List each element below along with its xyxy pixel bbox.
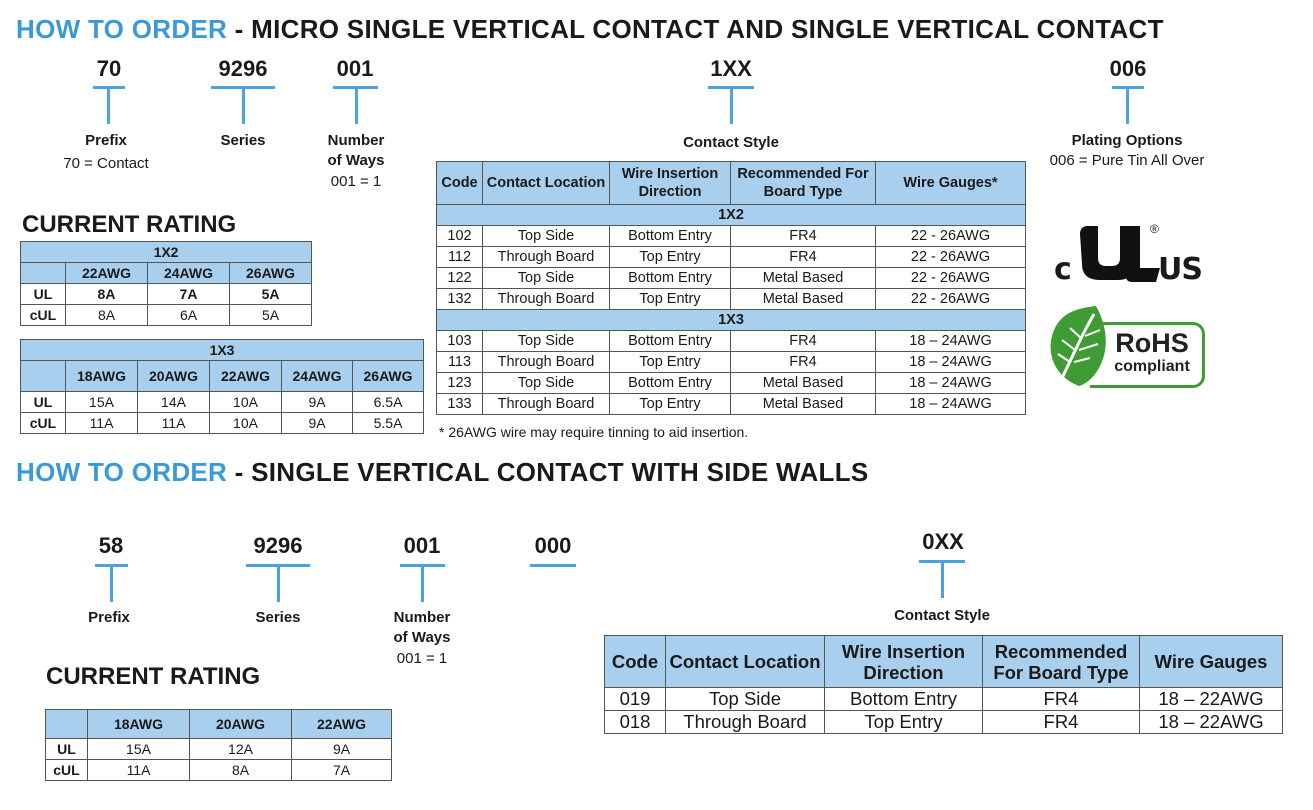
cell: Top Entry bbox=[610, 247, 731, 268]
series-label: Series bbox=[220, 132, 266, 149]
col-header: Wire Gauges* bbox=[876, 162, 1026, 205]
rating-1x3-header: 24AWG bbox=[282, 361, 353, 392]
col-header: Recommended For Board Type bbox=[983, 636, 1140, 688]
ways-desc: 001 = 1 bbox=[330, 173, 382, 190]
registered-mark: ® bbox=[1150, 222, 1159, 236]
cell: 18 – 24AWG bbox=[876, 352, 1026, 373]
cell: 22 - 26AWG bbox=[876, 289, 1026, 310]
cell: 22 - 26AWG bbox=[876, 226, 1026, 247]
rating-value: 9A bbox=[292, 739, 392, 760]
rohs-compliant-label: compliant bbox=[1114, 358, 1190, 375]
culus-mark bbox=[1050, 222, 1210, 288]
table-row bbox=[46, 739, 392, 760]
group-band: 1X2 bbox=[437, 205, 1026, 226]
fixed-code: 000 bbox=[534, 533, 572, 558]
rating-header: 20AWG bbox=[190, 710, 292, 739]
contact-style-label: Contact Style bbox=[683, 134, 779, 151]
table-row bbox=[21, 305, 312, 326]
rating-value: 7A bbox=[292, 760, 392, 781]
cell: Through Board bbox=[483, 394, 610, 415]
rating-1x3-header: 22AWG bbox=[210, 361, 282, 392]
rating-value: 5A bbox=[230, 284, 312, 305]
cell: Bottom Entry bbox=[610, 331, 731, 352]
cell: 18 – 24AWG bbox=[876, 394, 1026, 415]
current-rating-table bbox=[45, 709, 392, 781]
cell: Bottom Entry bbox=[610, 268, 731, 289]
prefix-desc: 70 = Contact bbox=[63, 155, 149, 172]
cell: Top Entry bbox=[610, 394, 731, 415]
cell: 22 - 26AWG bbox=[876, 268, 1026, 289]
section1-heading-title: - MICRO SINGLE VERTICAL CONTACT AND SINGLE VERTICAL CONTACT bbox=[227, 14, 1164, 44]
section2-heading-title: - SINGLE VERTICAL CONTACT WITH SIDE WALLS bbox=[227, 457, 869, 487]
prefix-code: 70 bbox=[96, 56, 122, 81]
ways-code: 001 bbox=[336, 56, 374, 81]
cell: Top Side bbox=[483, 373, 610, 394]
rating-header: 18AWG bbox=[88, 710, 190, 739]
cell: 18 – 24AWG bbox=[876, 331, 1026, 352]
prefix-label: Prefix bbox=[88, 609, 130, 626]
rating-value: 8A bbox=[66, 284, 148, 305]
rating-value: 11A bbox=[138, 413, 210, 434]
cell: FR4 bbox=[731, 247, 876, 268]
rating-value: 11A bbox=[66, 413, 138, 434]
prefix-connector bbox=[110, 564, 113, 602]
row-label: UL bbox=[46, 739, 88, 760]
table-row bbox=[605, 711, 1283, 734]
ways-connector bbox=[421, 564, 424, 602]
section1-heading bbox=[16, 14, 1164, 45]
rating-header: 22AWG bbox=[292, 710, 392, 739]
cell: FR4 bbox=[983, 688, 1140, 711]
rating-1x3-header: 20AWG bbox=[138, 361, 210, 392]
rating-corner bbox=[46, 710, 88, 739]
plating-connector bbox=[1126, 86, 1129, 124]
rating-1x2-corner bbox=[21, 263, 66, 284]
col-header: Wire Gauges bbox=[1140, 636, 1283, 688]
series-code: 9296 bbox=[218, 56, 268, 81]
ways-label-line2: of Ways bbox=[393, 629, 451, 646]
cell: 019 bbox=[605, 688, 666, 711]
rating-value: 8A bbox=[66, 305, 148, 326]
current-rating-title: CURRENT RATING bbox=[22, 211, 237, 238]
cell: 018 bbox=[605, 711, 666, 734]
col-header: Contact Location bbox=[666, 636, 825, 688]
rating-1x3-header: 18AWG bbox=[66, 361, 138, 392]
series-label: Series bbox=[255, 609, 301, 626]
table-row bbox=[437, 289, 1026, 310]
cell: Through Board bbox=[666, 711, 825, 734]
row-label: cUL bbox=[46, 760, 88, 781]
table-row bbox=[46, 760, 392, 781]
ways-label-line1: Number bbox=[327, 132, 385, 149]
cell: FR4 bbox=[731, 226, 876, 247]
rating-1x2-header: 24AWG bbox=[148, 263, 230, 284]
cell: Top Side bbox=[666, 688, 825, 711]
rating-value: 11A bbox=[88, 760, 190, 781]
table-row bbox=[437, 331, 1026, 352]
cell: Metal Based bbox=[731, 394, 876, 415]
col-header: Recommended For Board Type bbox=[731, 162, 876, 205]
series-code: 9296 bbox=[253, 533, 303, 558]
cell: Top Entry bbox=[610, 352, 731, 373]
cell: Bottom Entry bbox=[825, 688, 983, 711]
cell: 123 bbox=[437, 373, 483, 394]
contact-style-table bbox=[436, 161, 1026, 415]
rating-value: 12A bbox=[190, 739, 292, 760]
cell: 113 bbox=[437, 352, 483, 373]
table-row bbox=[21, 284, 312, 305]
current-rating-1x3-table bbox=[20, 339, 424, 434]
rating-value: 15A bbox=[66, 392, 138, 413]
rating-1x2-header: 22AWG bbox=[66, 263, 148, 284]
table-row bbox=[21, 413, 424, 434]
col-header: Code bbox=[437, 162, 483, 205]
ways-label-line2: of Ways bbox=[327, 152, 385, 169]
rating-1x3-header: 26AWG bbox=[353, 361, 424, 392]
current-rating-title: CURRENT RATING bbox=[46, 663, 261, 690]
contact-style-table bbox=[604, 635, 1283, 734]
rating-1x2-band: 1X2 bbox=[21, 242, 312, 263]
ways-desc: 001 = 1 bbox=[396, 650, 448, 667]
col-header: Wire Insertion Direction bbox=[825, 636, 983, 688]
rating-value: 15A bbox=[88, 739, 190, 760]
plating-desc: 006 = Pure Tin All Over bbox=[1049, 152, 1205, 169]
how-to-order-label: HOW TO ORDER bbox=[16, 457, 228, 487]
contact-style-code: 1XX bbox=[710, 56, 752, 81]
table-row bbox=[437, 226, 1026, 247]
section2-heading bbox=[16, 457, 869, 488]
plating-code: 006 bbox=[1109, 56, 1147, 81]
cell: Through Board bbox=[483, 247, 610, 268]
cell: 132 bbox=[437, 289, 483, 310]
series-connector bbox=[277, 564, 280, 602]
table-row bbox=[437, 247, 1026, 268]
col-header: Code bbox=[605, 636, 666, 688]
row-label: UL bbox=[21, 284, 66, 305]
contact-style-code: 0XX bbox=[922, 529, 964, 554]
cell: 103 bbox=[437, 331, 483, 352]
rating-1x3-corner bbox=[21, 361, 66, 392]
cell: Metal Based bbox=[731, 373, 876, 394]
rating-value: 8A bbox=[190, 760, 292, 781]
rating-1x3-band: 1X3 bbox=[21, 340, 424, 361]
table-row bbox=[437, 268, 1026, 289]
cell: 22 - 26AWG bbox=[876, 247, 1026, 268]
table-row bbox=[437, 394, 1026, 415]
cell: Metal Based bbox=[731, 268, 876, 289]
contact-style-connector bbox=[941, 560, 944, 598]
table-row bbox=[21, 392, 424, 413]
cell: Bottom Entry bbox=[610, 226, 731, 247]
rating-value: 10A bbox=[210, 413, 282, 434]
row-label: cUL bbox=[21, 413, 66, 434]
rohs-label: RoHS bbox=[1115, 328, 1189, 358]
prefix-connector bbox=[107, 86, 110, 124]
series-connector bbox=[242, 86, 245, 124]
cell: Through Board bbox=[483, 289, 610, 310]
ways-label-line1: Number bbox=[393, 609, 451, 626]
rating-value: 7A bbox=[148, 284, 230, 305]
cell: 18 – 22AWG bbox=[1140, 688, 1283, 711]
table-row bbox=[437, 373, 1026, 394]
contact-style-label: Contact Style bbox=[894, 607, 990, 624]
ways-connector bbox=[355, 86, 358, 124]
rating-value: 5.5A bbox=[353, 413, 424, 434]
row-label: cUL bbox=[21, 305, 66, 326]
rohs-badge bbox=[1048, 306, 1208, 388]
prefix-code: 58 bbox=[98, 533, 124, 558]
leaf-icon bbox=[1048, 306, 1110, 388]
prefix-label: Prefix bbox=[85, 132, 127, 149]
cell: 102 bbox=[437, 226, 483, 247]
rating-value: 6.5A bbox=[353, 392, 424, 413]
cell: Bottom Entry bbox=[610, 373, 731, 394]
cell: 18 – 22AWG bbox=[1140, 711, 1283, 734]
cell: Top Entry bbox=[825, 711, 983, 734]
col-header: Wire Insertion Direction bbox=[610, 162, 731, 205]
plating-label: Plating Options bbox=[1071, 132, 1183, 149]
col-header: Contact Location bbox=[483, 162, 610, 205]
cell: FR4 bbox=[731, 331, 876, 352]
cell: FR4 bbox=[731, 352, 876, 373]
rating-value: 10A bbox=[210, 392, 282, 413]
rating-value: 6A bbox=[148, 305, 230, 326]
culus-us-letters: US bbox=[1158, 252, 1202, 287]
cell: 133 bbox=[437, 394, 483, 415]
footnote: * 26AWG wire may require tinning to aid insertion. bbox=[439, 424, 749, 440]
cell: Through Board bbox=[483, 352, 610, 373]
contact-style-connector bbox=[730, 86, 733, 124]
rating-value: 5A bbox=[230, 305, 312, 326]
cell: Top Side bbox=[483, 331, 610, 352]
ways-code: 001 bbox=[403, 533, 441, 558]
rating-value: 9A bbox=[282, 413, 353, 434]
rating-value: 14A bbox=[138, 392, 210, 413]
table-row bbox=[605, 688, 1283, 711]
cell: 18 – 24AWG bbox=[876, 373, 1026, 394]
cell: 122 bbox=[437, 268, 483, 289]
cell: FR4 bbox=[983, 711, 1140, 734]
fixed-underline bbox=[530, 564, 576, 567]
cell: Top Entry bbox=[610, 289, 731, 310]
table-row bbox=[437, 352, 1026, 373]
group-band: 1X3 bbox=[437, 310, 1026, 331]
rating-1x2-header: 26AWG bbox=[230, 263, 312, 284]
how-to-order-label: HOW TO ORDER bbox=[16, 14, 228, 44]
cell: Metal Based bbox=[731, 289, 876, 310]
row-label: UL bbox=[21, 392, 66, 413]
cell: Top Side bbox=[483, 268, 610, 289]
cell: Top Side bbox=[483, 226, 610, 247]
rating-value: 9A bbox=[282, 392, 353, 413]
culus-c-letter: c bbox=[1054, 252, 1072, 287]
current-rating-1x2-table bbox=[20, 241, 312, 326]
cell: 112 bbox=[437, 247, 483, 268]
